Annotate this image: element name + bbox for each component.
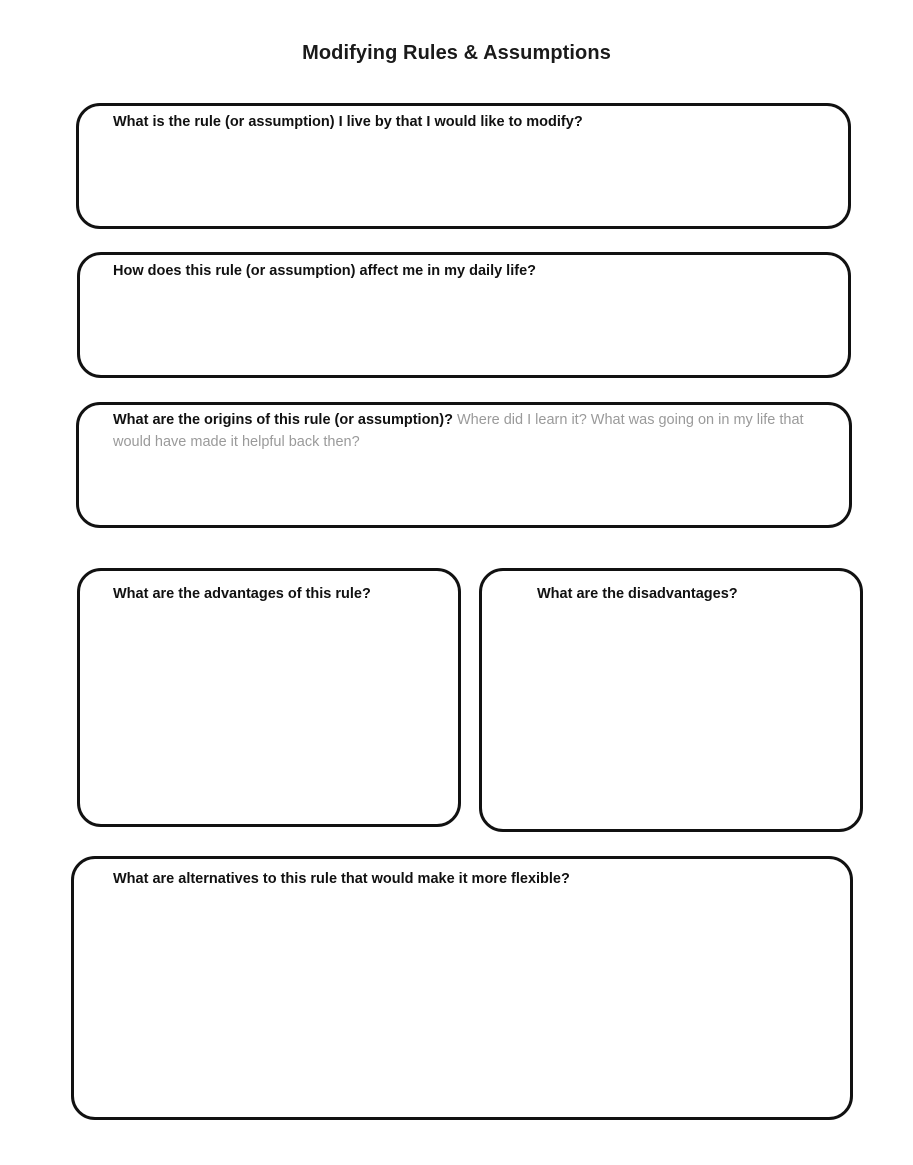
page-title: Modifying Rules & Assumptions [302,42,611,64]
prompt-label-origins [113,410,836,454]
answer-area-disadvantages[interactable] [483,612,859,829]
prompt-label-origins-main: What are the origins of this rule (or assumption)? [113,412,457,428]
answer-area-rule[interactable] [80,140,847,226]
answer-area-origins[interactable] [80,462,848,525]
prompt-label-daily-life: How does this rule (or assumption) affect me in my daily life? [113,263,536,279]
answer-area-daily-life[interactable] [81,289,847,375]
prompt-hint-origins: Where did I learn it? What was going on in my life that would have made it helpful back then? [113,412,804,450]
prompt-label-advantages: What are the advantages of this rule? [113,586,371,602]
prompt-label-rule: What is the rule (or assumption) I live by that I would like to modify? [113,114,583,130]
prompt-label-alternatives: What are alternatives to this rule that would make it more flexible? [113,871,570,887]
prompt-label-disadvantages: What are the disadvantages? [537,586,738,602]
answer-area-alternatives[interactable] [75,897,849,1116]
answer-area-advantages[interactable] [81,612,457,824]
